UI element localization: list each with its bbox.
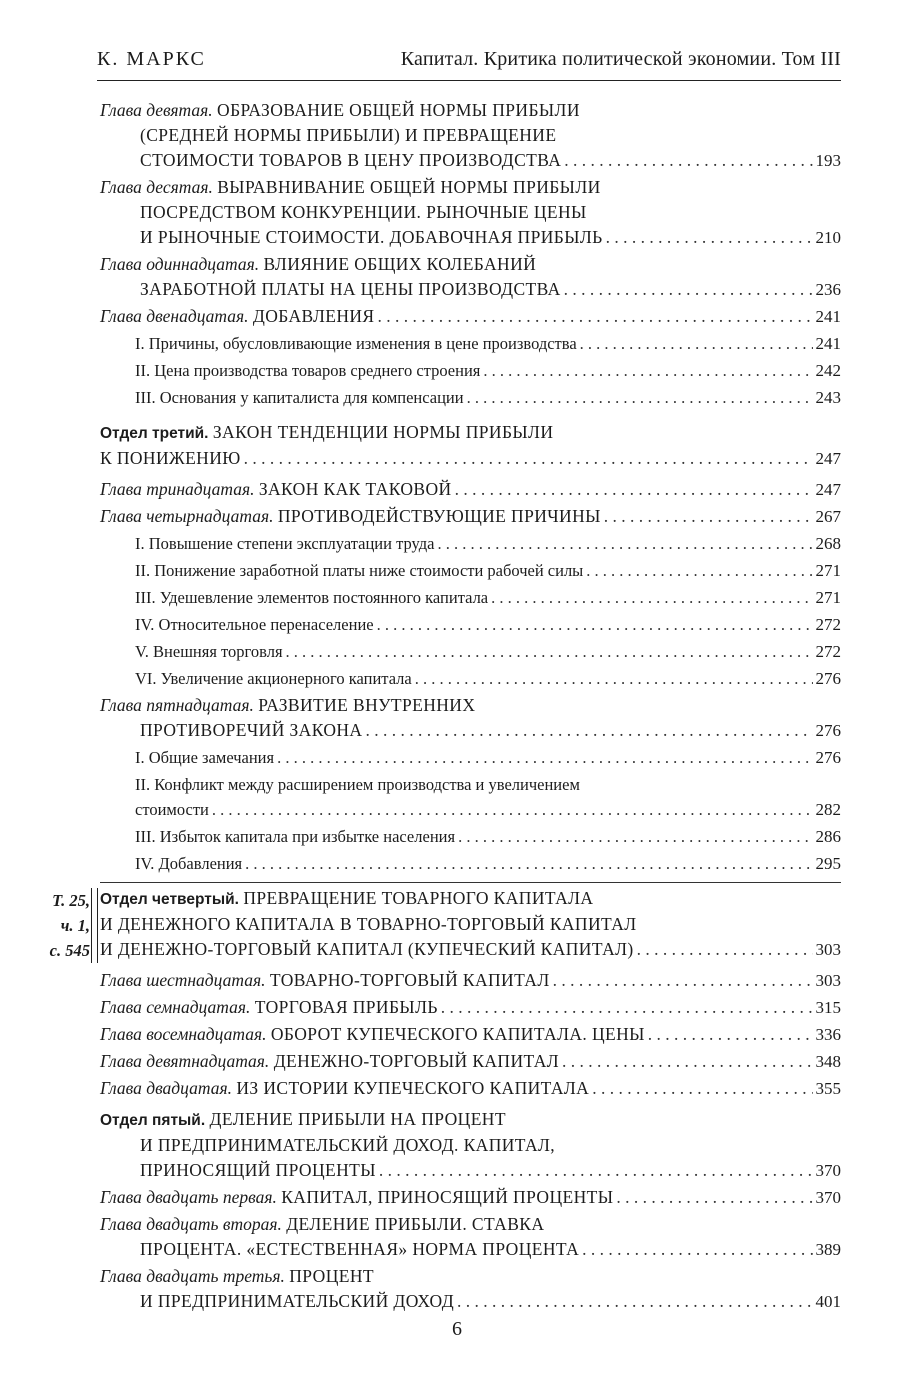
page-ref: 241 xyxy=(815,334,841,353)
page-ref: 271 xyxy=(815,561,841,580)
toc-entry[interactable] xyxy=(100,252,841,302)
entry-title-line: КАПИТАЛ, ПРИНОСЯЩИЙ ПРОЦЕНТЫ xyxy=(281,1187,614,1207)
toc-entry[interactable] xyxy=(100,1049,841,1074)
page-ref: 282 xyxy=(815,800,841,819)
entry-label: Глава шестнадцатая. xyxy=(100,970,266,990)
section-label: Отдел пятый. xyxy=(100,1112,206,1129)
toc-subentry[interactable] xyxy=(100,824,841,849)
entry-label: Глава девятнадцатая. xyxy=(100,1051,270,1071)
entry-label: Глава девятая. xyxy=(100,100,213,120)
entry-label: Глава пятнадцатая. xyxy=(100,695,254,715)
dot-leader xyxy=(455,477,813,502)
entry-label: Глава двадцать третья. xyxy=(100,1266,285,1286)
header-rule xyxy=(97,80,841,81)
running-head-author: К. МАРКС xyxy=(97,48,206,70)
subentry-text: IV. Добавления xyxy=(135,854,243,873)
dot-leader xyxy=(286,639,813,664)
subentry-text: I. Общие замечания xyxy=(135,748,275,767)
subentry-text: II. Цена производства товаров среднего строения xyxy=(135,361,481,380)
dot-leader xyxy=(586,558,812,583)
entry-title-line: ПРЕВРАЩЕНИЕ ТОВАРНОГО КАПИТАЛА xyxy=(243,888,594,908)
page-ref: 247 xyxy=(815,449,841,468)
toc-subentry[interactable] xyxy=(100,358,841,383)
toc-entry[interactable] xyxy=(100,968,841,993)
dot-leader xyxy=(648,1022,813,1047)
entry-title-line: И РЫНОЧНЫЕ СТОИМОСТИ. ДОБАВОЧНАЯ ПРИБЫЛЬ xyxy=(140,227,603,247)
toc-entry[interactable] xyxy=(100,693,841,743)
entry-title-line: ЗАРАБОТНОЙ ПЛАТЫ НА ЦЕНЫ ПРОИЗВОДСТВА xyxy=(140,279,561,299)
toc-entry[interactable] xyxy=(100,1212,841,1262)
page-number: 6 xyxy=(452,1318,462,1340)
entry-title-line: ТОВАРНО-ТОРГОВЫЙ КАПИТАЛ xyxy=(269,970,550,990)
entry-title-line: ДЕЛЕНИЕ ПРИБЫЛИ. СТАВКА xyxy=(286,1214,545,1234)
entry-title-line: ВЫРАВНИВАНИЕ ОБЩЕЙ НОРМЫ ПРИБЫЛИ xyxy=(217,177,601,197)
toc-subentry[interactable] xyxy=(100,531,841,556)
dot-leader xyxy=(377,612,813,637)
dot-leader xyxy=(379,1158,813,1183)
entry-label: Глава двадцатая. xyxy=(100,1078,232,1098)
page-ref: 271 xyxy=(815,588,841,607)
toc-entry[interactable] xyxy=(100,995,841,1020)
dot-leader xyxy=(564,148,812,173)
subentry-text: III. Основания у капиталиста для компенсации xyxy=(135,388,464,407)
entry-title-line: ИЗ ИСТОРИИ КУПЕЧЕСКОГО КАПИТАЛА xyxy=(236,1078,590,1098)
entry-title-line: ОБРАЗОВАНИЕ ОБЩЕЙ НОРМЫ ПРИБЫЛИ xyxy=(217,100,580,120)
entry-title-line: ПРОЦЕНТА. «ЕСТЕСТВЕННАЯ» НОРМА ПРОЦЕНТА xyxy=(140,1239,580,1259)
toc-entry[interactable] xyxy=(100,1185,841,1210)
entry-label: Глава четырнадцатая. xyxy=(100,506,274,526)
page-ref: 267 xyxy=(815,507,841,526)
dot-leader xyxy=(245,851,812,876)
toc-subentry[interactable] xyxy=(100,639,841,664)
page-ref: 355 xyxy=(815,1079,841,1098)
entry-title-line: ПРОЦЕНТ xyxy=(289,1266,374,1286)
subentry-text: III. Избыток капитала при избытке населения xyxy=(135,827,456,846)
section-label: Отдел четвертый. xyxy=(100,891,239,908)
page-ref: 389 xyxy=(815,1240,841,1259)
entry-title-line: ВЛИЯНИЕ ОБЩИХ КОЛЕБАНИЙ xyxy=(263,254,537,274)
margin-bar xyxy=(91,888,98,963)
toc-subentry[interactable] xyxy=(100,331,841,356)
page-ref: 276 xyxy=(815,748,841,767)
entry-title-line: ПРИНОСЯЩИЙ ПРОЦЕНТЫ xyxy=(140,1160,376,1180)
entry-title-line: РАЗВИТИЕ ВНУТРЕННИХ xyxy=(258,695,476,715)
entry-title-line: ЗАКОН ТЕНДЕНЦИИ НОРМЫ ПРИБЫЛИ xyxy=(212,422,554,442)
page-ref: 295 xyxy=(815,854,841,873)
dot-leader xyxy=(562,1049,812,1074)
page-ref: 276 xyxy=(815,721,841,740)
toc-entry[interactable] xyxy=(100,1076,841,1101)
section-top-rule xyxy=(100,882,841,883)
entry-label: Глава десятая. xyxy=(100,177,213,197)
entry-title-line: ПРОТИВОДЕЙСТВУЮЩИЕ ПРИЧИНЫ xyxy=(277,506,601,526)
entry-title-line: ЗАКОН КАК ТАКОВОЙ xyxy=(258,479,452,499)
entry-label: Глава семнадцатая. xyxy=(100,997,251,1017)
subentry-text: IV. Относительное перенаселение xyxy=(135,615,374,634)
dot-leader xyxy=(637,937,813,962)
subentry-text: стоимости xyxy=(135,800,209,819)
dot-leader xyxy=(415,666,813,691)
margin-ref-volume: Т. 25, xyxy=(52,891,90,910)
entry-title-line: К ПОНИЖЕНИЮ xyxy=(100,448,241,468)
subentry-text: II. Конфликт между расширением производства и увеличением xyxy=(135,775,580,794)
entry-label: Глава двадцать вторая. xyxy=(100,1214,282,1234)
page-ref: 272 xyxy=(815,615,841,634)
dot-leader xyxy=(553,968,813,993)
dot-leader xyxy=(467,385,813,410)
page-ref: 247 xyxy=(815,480,841,499)
page-ref: 236 xyxy=(815,280,841,299)
margin-ref-part: ч. 1, xyxy=(60,916,90,935)
toc-entry[interactable] xyxy=(100,1022,841,1047)
dot-leader xyxy=(604,504,813,529)
dot-leader xyxy=(441,995,813,1020)
table-of-contents xyxy=(49,98,841,1314)
dot-leader xyxy=(592,1076,812,1101)
subentry-text: II. Понижение заработной платы ниже стоимости рабочей силы xyxy=(135,561,584,580)
entry-label: Глава двенадцатая. xyxy=(100,306,249,326)
running-head xyxy=(97,48,841,71)
dot-leader xyxy=(377,304,812,329)
entry-title-line: И ДЕНЕЖНОГО КАПИТАЛА В ТОВАРНО-ТОРГОВЫЙ КАПИТАЛ xyxy=(100,914,637,934)
dot-leader xyxy=(616,1185,812,1210)
page-ref: 336 xyxy=(815,1025,841,1044)
entry-label: Глава одиннадцатая. xyxy=(100,254,260,274)
toc-entry[interactable] xyxy=(100,304,841,329)
subentry-text: VI. Увеличение акционерного капитала xyxy=(135,669,412,688)
entry-title-line: ДЕЛЕНИЕ ПРИБЫЛИ НА ПРОЦЕНТ xyxy=(209,1109,506,1129)
page-ref: 243 xyxy=(815,388,841,407)
dot-leader xyxy=(365,718,812,743)
toc-section-entry[interactable] xyxy=(100,1107,841,1183)
page-ref: 242 xyxy=(815,361,841,380)
entry-title-line: СТОИМОСТИ ТОВАРОВ В ЦЕНУ ПРОИЗВОДСТВА xyxy=(140,150,562,170)
dot-leader xyxy=(483,358,812,383)
dot-leader xyxy=(244,446,813,471)
page-ref: 401 xyxy=(815,1292,841,1311)
page-ref: 303 xyxy=(815,971,841,990)
section-label: Отдел третий. xyxy=(100,425,209,442)
page-ref: 370 xyxy=(815,1161,841,1180)
dot-leader xyxy=(457,1289,812,1314)
dot-leader xyxy=(437,531,812,556)
page-ref: 370 xyxy=(815,1188,841,1207)
toc-entry[interactable] xyxy=(100,98,841,173)
toc-subentry[interactable] xyxy=(100,745,841,770)
entry-title-line: ДЕНЕЖНО-ТОРГОВЫЙ КАПИТАЛ xyxy=(273,1051,560,1071)
subentry-text: I. Причины, обусловливающие изменения в цене производства xyxy=(135,334,577,353)
toc-subentry[interactable] xyxy=(100,772,841,822)
entry-label: Глава восемнадцатая. xyxy=(100,1024,267,1044)
entry-label: Глава тринадцатая. xyxy=(100,479,255,499)
margin-ref-page: с. 545 xyxy=(49,941,90,960)
running-head-title: Капитал. Критика политической экономии. Том III xyxy=(400,48,841,70)
entry-title-line: И ПРЕДПРИНИМАТЕЛЬСКИЙ ДОХОД xyxy=(140,1291,455,1311)
toc-subentry[interactable] xyxy=(100,585,841,610)
dot-leader xyxy=(277,745,812,770)
page-ref: 303 xyxy=(815,940,841,959)
page-ref: 348 xyxy=(815,1052,841,1071)
entry-title-line: И ПРЕДПРИНИМАТЕЛЬСКИЙ ДОХОД. КАПИТАЛ, xyxy=(140,1135,556,1155)
toc-entry[interactable] xyxy=(100,504,841,529)
entry-title-line: ТОРГОВАЯ ПРИБЫЛЬ xyxy=(254,997,438,1017)
subentry-text: V. Внешняя торговля xyxy=(135,642,283,661)
dot-leader xyxy=(606,225,813,250)
entry-title-line: (СРЕДНЕЙ НОРМЫ ПРИБЫЛИ) И ПРЕВРАЩЕНИЕ xyxy=(140,125,557,145)
entry-title-line: ОБОРОТ КУПЕЧЕСКОГО КАПИТАЛА. ЦЕНЫ xyxy=(270,1024,645,1044)
dot-leader xyxy=(212,797,813,822)
toc-subentry[interactable] xyxy=(100,385,841,410)
entry-title-line: ПРОТИВОРЕЧИЙ ЗАКОНА xyxy=(140,720,363,740)
toc-entry[interactable] xyxy=(100,477,841,502)
toc-section-entry[interactable] xyxy=(49,886,841,962)
page-ref: 210 xyxy=(815,228,841,247)
toc-subentry[interactable] xyxy=(100,851,841,876)
dot-leader xyxy=(491,585,812,610)
entry-label: Глава двадцать первая. xyxy=(100,1187,277,1207)
dot-leader xyxy=(458,824,812,849)
dot-leader xyxy=(580,331,813,356)
page-ref: 315 xyxy=(815,998,841,1017)
page-ref: 286 xyxy=(815,827,841,846)
page-ref: 268 xyxy=(815,534,841,553)
subentry-text: I. Повышение степени эксплуатации труда xyxy=(135,534,435,553)
page-ref: 272 xyxy=(815,642,841,661)
toc-subentry[interactable] xyxy=(100,612,841,637)
toc-entry[interactable] xyxy=(100,175,841,250)
entry-title-line: И ДЕНЕЖНО-ТОРГОВЫЙ КАПИТАЛ (КУПЕЧЕСКИЙ КАПИТАЛ) xyxy=(100,939,634,959)
page-ref: 193 xyxy=(815,151,841,170)
subentry-text: III. Удешевление элементов постоянного капитала xyxy=(135,588,489,607)
dot-leader xyxy=(582,1237,812,1262)
toc-entry[interactable] xyxy=(100,1264,841,1314)
toc-subentry[interactable] xyxy=(100,666,841,691)
page-ref: 276 xyxy=(815,669,841,688)
entry-title-line: ПОСРЕДСТВОМ КОНКУРЕНЦИИ. РЫНОЧНЫЕ ЦЕНЫ xyxy=(140,202,587,222)
page-ref: 241 xyxy=(815,307,841,326)
margin-reference xyxy=(28,888,90,963)
entry-title-line: ДОБАВЛЕНИЯ xyxy=(252,306,375,326)
toc-section-entry[interactable] xyxy=(100,420,841,471)
toc-subentry[interactable] xyxy=(100,558,841,583)
dot-leader xyxy=(564,277,813,302)
